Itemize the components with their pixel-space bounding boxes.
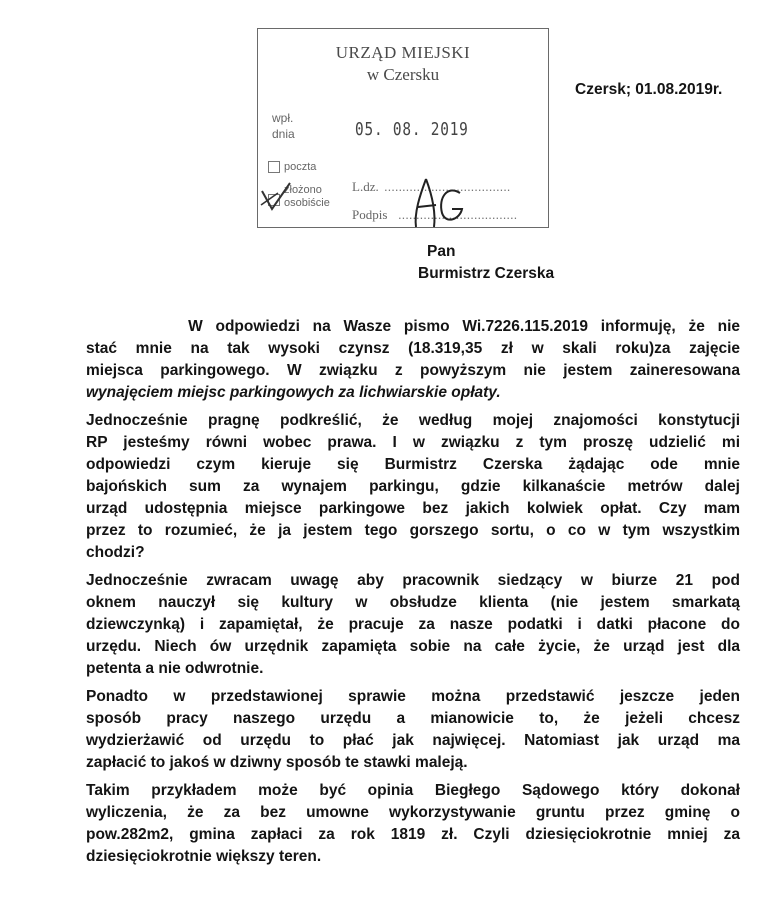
- body-line: stać mnie na tak wysoki czynsz (18.319,35 zł w skali roku)za zajęcie: [86, 340, 740, 357]
- body-line: miejsca parkingowego. W związku z powyższym nie jestem zaineresowana: [86, 362, 740, 379]
- stamp-ldz-dots: ...................................: [384, 179, 511, 194]
- body-line: wynajęciem miejsc parkingowych za lichwiarskie opłaty.: [86, 384, 501, 401]
- stamp-received-date: 05. 08. 2019: [355, 119, 469, 140]
- body-line: Jednocześnie zwracam uwagę aby pracownik siedzący w biurze 21 pod: [86, 572, 740, 589]
- stamp-osobiscie-label: osobiście: [284, 197, 330, 209]
- stamp-poczta-label: poczta: [284, 161, 317, 173]
- body-line: odpowiedzi czym kieruje się Burmistrz Czerska żądając ode mnie: [86, 456, 740, 473]
- body-line: dziewczynką) i zapamiętał, że pracuje za nasze podatki i datki płacone do: [86, 616, 740, 633]
- body-line: pow.282m2, gmina zapłaci za rok 1819 zł. Czyli dziesięciokrotnie mniej za: [86, 826, 740, 843]
- paragraph-3: [86, 570, 740, 680]
- recipient-salutation: Pan: [427, 243, 456, 260]
- body-line: dziesięciokrotnie większy teren.: [86, 848, 322, 865]
- stamp-office-town: w Czersku: [366, 65, 440, 84]
- body-line: bajońskich sum za wynajem parkingu, gdzie kilkanaście metrów dalej: [86, 478, 740, 495]
- stamp-podpis-label: Podpis: [352, 207, 388, 222]
- paragraph-4: [86, 686, 740, 774]
- paragraph-1: [86, 316, 740, 404]
- checkmark-icon: [258, 179, 294, 219]
- body-line: sposób pracy naszego urzędu a mianowicie to, że jeżeli chcesz: [86, 710, 740, 727]
- stamp-wpl-label: wpł.: [272, 111, 294, 125]
- paragraph-5: [86, 780, 740, 868]
- registry-stamp: [257, 28, 549, 228]
- body-line: przez to rozumieć, że ja jestem tego gorszego sortu, o co w tym wszystkim: [86, 522, 740, 539]
- letter-body: [86, 316, 740, 874]
- body-line: Ponadto w przedstawionej sprawie można przedstawić jeszcze jeden: [86, 688, 740, 705]
- stamp-ldz-label: L.dz.: [352, 179, 379, 194]
- body-line: petenta a nie odwrotnie.: [86, 660, 264, 677]
- body-line: wydzierżawić od urzędu to płać jak najwięcej. Natomiast jak urząd ma: [86, 732, 740, 749]
- stamp-zlozono-label: złożono: [284, 184, 322, 196]
- body-line: urzędu. Niech ów urzędnik zapamięta sobie na całe życie, że urząd jest dla: [86, 638, 740, 655]
- body-line: oknem nauczył się kultury w obsłudze klienta (nie jestem smarkatą: [86, 594, 740, 611]
- stamp-office-name: URZĄD MIEJSKI: [335, 43, 471, 62]
- body-line: chodzi?: [86, 544, 145, 561]
- body-line: zapłacić to jakoś w dziwny sposób te stawki maleją.: [86, 754, 468, 771]
- body-line: wyliczenia, że za bez umowne wykorzystywanie gruntu przez gminę o: [86, 804, 740, 821]
- signature-initials: [408, 175, 468, 235]
- stamp-checkbox-poczta: [268, 161, 280, 173]
- paragraph-2: [86, 410, 740, 564]
- stamp-podpis-dots: .................................: [398, 207, 518, 222]
- body-line: urząd udostępnia miejsce parkingowe bez jakich kolwiek opłat. Czy mam: [86, 500, 740, 517]
- recipient-title: Burmistrz Czerska: [418, 265, 555, 282]
- body-line: RP jesteśmy równi wobec prawa. I w związku z tym proszę udzielić mi: [86, 434, 740, 451]
- place-and-date: Czersk; 01.08.2019r.: [575, 81, 723, 98]
- body-line: Takim przykładem może być opinia Biegłego Sądowego który dokonał: [86, 782, 740, 799]
- stamp-dnia-label: dnia: [272, 127, 295, 141]
- body-line: Jednocześnie pragnę podkreślić, że według mojej znajomości konstytucji: [86, 412, 740, 429]
- body-line: W odpowiedzi na Wasze pismo Wi.7226.115.2019 informuję, że nie: [86, 318, 740, 335]
